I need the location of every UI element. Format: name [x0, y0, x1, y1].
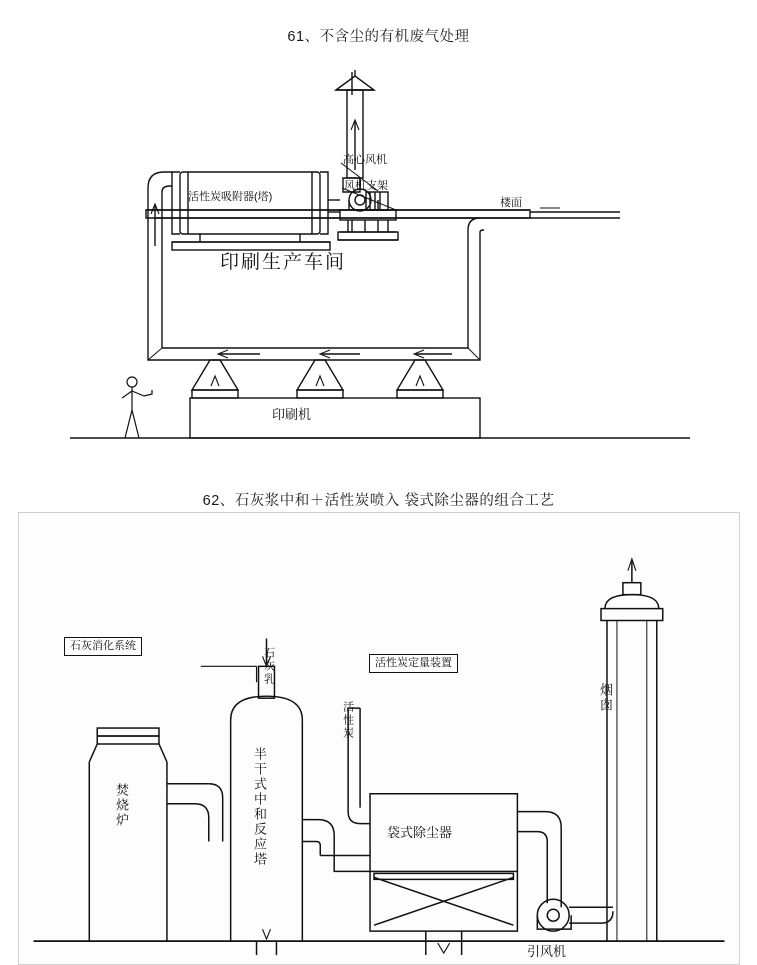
section-title-62: 62、石灰浆中和＋活性炭喷入 袋式除尘器的组合工艺	[202, 493, 555, 509]
label-chimney: 烟囱	[597, 683, 613, 713]
lime-slurry-activated-carbon-baghouse-diagram	[18, 512, 740, 965]
label-activated-carbon: 活性炭	[341, 701, 354, 740]
label-induced-fan: 引风机	[527, 944, 567, 959]
label-lime-digestion: 石灰消化系统	[64, 637, 142, 656]
organic-waste-gas-treatment-diagram	[60, 60, 700, 460]
label-carbon-dosing: 活性炭定量装置	[369, 654, 458, 673]
label-lime-milk: 石灰乳	[262, 647, 275, 686]
label-press-machine: 印刷机	[272, 407, 312, 422]
label-semidry-tower: 半干式中和反应塔	[251, 747, 267, 867]
label-incinerator: 焚烧炉	[113, 783, 129, 828]
label-workshop: 印刷生产车间	[220, 252, 347, 273]
label-adsorber: 活性炭吸附器(塔)	[188, 191, 273, 203]
section-title-61: 61、不含尘的有机废气处理	[287, 29, 470, 45]
label-fan-support: 风机支架	[344, 180, 388, 192]
figure-62-drawing	[19, 513, 739, 964]
label-baghouse: 袋式除尘器	[387, 825, 453, 840]
label-roof: 楼面	[500, 197, 522, 209]
label-fan: 高心风机	[343, 154, 387, 166]
figure-61-drawing	[60, 60, 700, 460]
